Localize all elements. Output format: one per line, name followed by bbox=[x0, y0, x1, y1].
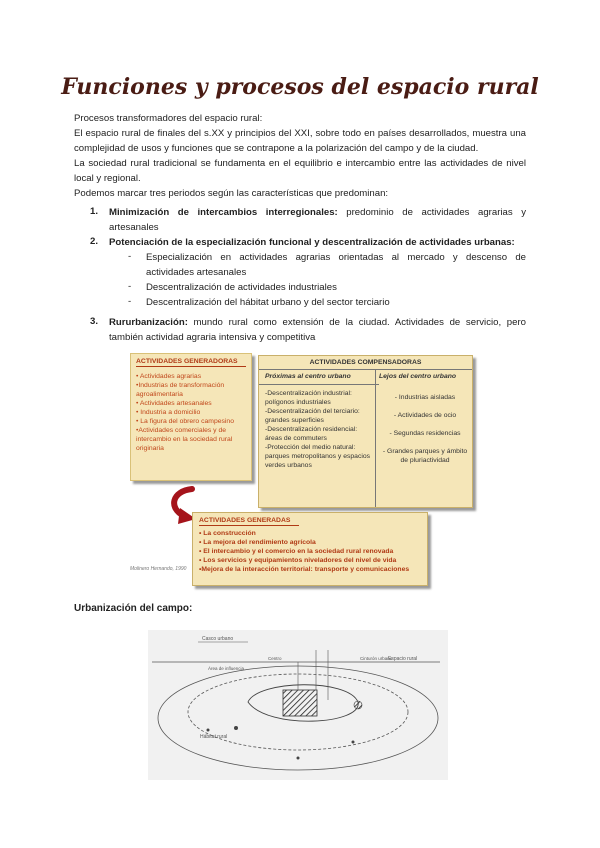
generadas-title: ACTIVIDADES GENERADAS bbox=[199, 516, 299, 526]
near-urban-item: -Descentralización residencial: áreas de commuters bbox=[265, 426, 358, 442]
period-text: mundo rural como extensión de la ciudad. Actividades de servicio, pero también actividad agraria intensiva y competitiva bbox=[109, 317, 526, 343]
generadoras-box bbox=[130, 353, 252, 481]
map-label-centro: Centro bbox=[268, 656, 282, 661]
map-label-area: Área de influencia bbox=[208, 666, 245, 671]
near-urban-heading: Próximas al centro urbano bbox=[265, 373, 351, 380]
generadoras-item: • Actividades agrarias bbox=[136, 373, 202, 380]
sub-item: Descentralización del hábitat urbano y del sector terciario bbox=[146, 297, 390, 308]
generadoras-item: • Actividades artesanales bbox=[136, 400, 212, 407]
generadas-box bbox=[192, 512, 428, 586]
intro-line-3: La sociedad rural tradicional se fundamenta en el equilibrio e intercambio entre las actividades de nivel local y regional. bbox=[74, 158, 526, 184]
generadas-item: •Mejora de la interacción territorial: transporte y comunicaciones bbox=[199, 566, 410, 573]
near-urban-item: -Descentralización del terciario: grandes superficies bbox=[265, 408, 360, 424]
period-number: 2. bbox=[90, 236, 99, 247]
far-urban-column bbox=[379, 372, 471, 465]
urbanization-drawing bbox=[148, 630, 448, 780]
generadas-item: • La construcción bbox=[199, 530, 256, 537]
dash-bullet: - bbox=[128, 281, 132, 292]
far-urban-item: - Grandes parques y ámbito de pluriactividad bbox=[382, 448, 468, 464]
page-title: Funciones y procesos del espacio rural bbox=[61, 74, 539, 100]
generadas-item: • La mejora del rendimiento agrícola bbox=[199, 539, 316, 546]
intro-line-2: El espacio rural de finales del s.XX y principios del XXI, sobre todo en países desarrollados, muestra una complejidad de usos y funciones que se contrapone a la polarización del campo y de la ciudad. bbox=[74, 128, 526, 154]
compensadoras-title: ACTIVIDADES COMPENSADORAS bbox=[259, 356, 472, 370]
generadoras-item: •Industrias de transformación agroalimentaria bbox=[136, 382, 225, 398]
column-divider bbox=[375, 370, 376, 507]
dash-bullet: - bbox=[128, 251, 132, 262]
period-heading: Minimización de intercambios interregionales: bbox=[109, 207, 338, 218]
intro-line-1: Procesos transformadores del espacio rural: bbox=[74, 113, 263, 124]
period-item bbox=[109, 205, 526, 235]
far-urban-item: - Segundas residencias bbox=[389, 430, 461, 437]
section-heading: Urbanización del campo: bbox=[74, 603, 193, 614]
generadoras-item: • Industria a domicilio bbox=[136, 409, 201, 416]
period-item bbox=[109, 235, 529, 250]
sub-item: Descentralización de actividades industriales bbox=[146, 282, 337, 293]
generadoras-title: ACTIVIDADES GENERADORAS bbox=[136, 357, 246, 367]
near-urban-item: -Protección del medio natural: parques metropolitanos y espacios verdes urbanos bbox=[265, 444, 371, 469]
period-heading: Rururbanización: bbox=[109, 317, 188, 328]
map-label-rural-habitat: Hábitat rural bbox=[200, 734, 228, 740]
generadas-item: • Los servicios y equipamientos niveladores del nivel de vida bbox=[199, 557, 397, 564]
generadas-item: • El intercambio y el comercio en la sociedad rural renovada bbox=[199, 548, 394, 555]
far-urban-heading: Lejos del centro urbano bbox=[379, 373, 457, 380]
diagram-credit: Molinero Hernando, 1990 bbox=[130, 566, 187, 572]
far-urban-item: - Industrias aisladas bbox=[394, 394, 456, 401]
intro-line-4: Podemos marcar tres periodos según las características que predominan: bbox=[74, 188, 389, 199]
generadoras-item: • La figura del obrero campesino bbox=[136, 418, 234, 425]
period-text: predominio de actividades agrarias y artesanales bbox=[109, 207, 527, 233]
period-number: 3. bbox=[90, 316, 99, 327]
sub-item: Especialización en actividades agrarias orientadas al mercado y descenso de actividades artesanales bbox=[146, 252, 526, 278]
near-urban-column bbox=[265, 372, 373, 470]
compensadoras-box bbox=[258, 355, 473, 508]
urbanization-diagram bbox=[148, 630, 448, 780]
dash-bullet: - bbox=[128, 296, 132, 307]
near-urban-item: -Descentralización industrial: polígonos industriales bbox=[265, 390, 352, 406]
far-urban-item: - Actividades de ocio bbox=[393, 412, 457, 419]
map-label-casco: Casco urbano bbox=[202, 636, 234, 642]
generadoras-item: •Actividades comerciales y de intercambio en la sociedad rural originaria bbox=[136, 427, 233, 452]
period-number: 1. bbox=[90, 206, 99, 217]
period-heading: Potenciación de la especialización funcional y descentralización de actividades urbanas: bbox=[109, 237, 515, 248]
map-label-cinturon: Cinturón urbano bbox=[360, 656, 393, 661]
period-item bbox=[109, 315, 526, 345]
map-label-rural-space: Espacio rural bbox=[388, 656, 418, 662]
